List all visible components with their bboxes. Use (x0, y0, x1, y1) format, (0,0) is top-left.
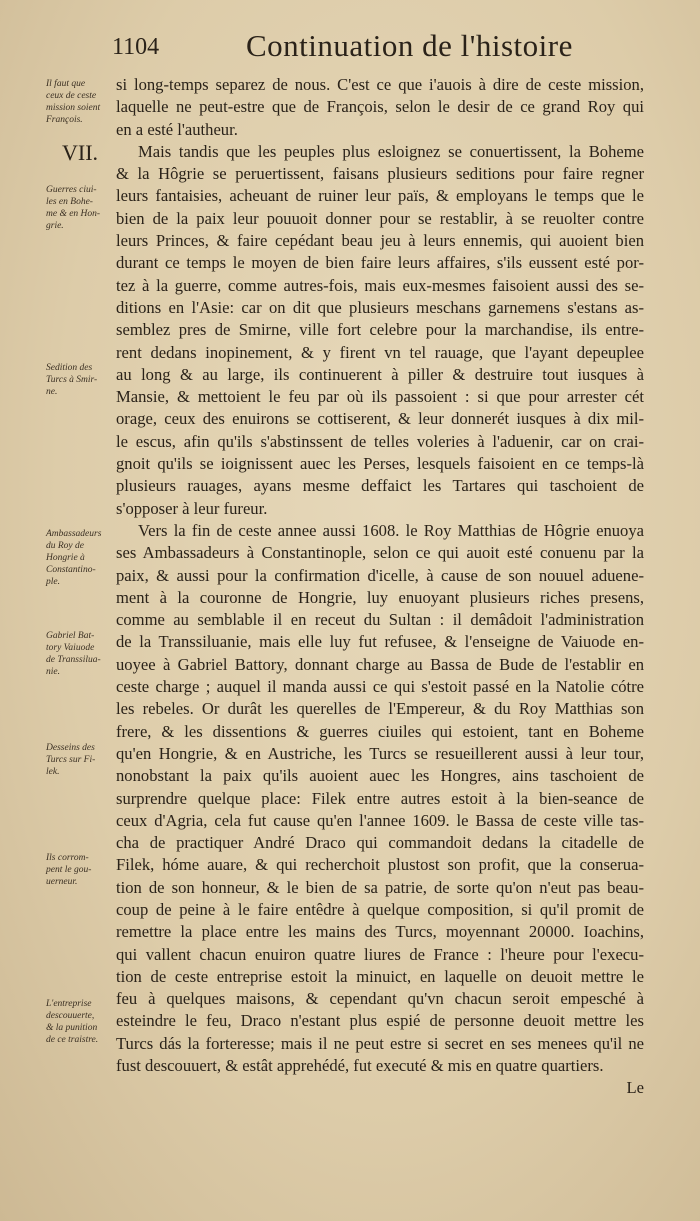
text-line: durant ce temps le moyen de bien faire leurs affaires, s'ils eussent esté por- (116, 253, 644, 273)
text-line: ditions en l'Asie: car on dit que plusieurs meschans garnemens s'estans as- (116, 297, 644, 317)
text-line: ses Ambassadeurs à Constantinople, selon ce qui auoit esté conuenu par la (116, 543, 644, 563)
text-line: feu à quelques maisons, & cependant qu'vn chacun seroit empesché à (116, 989, 644, 1009)
text-line: Filek, hóme auare, & qui recherchoit plustost son profit, que la conserua- (116, 855, 644, 875)
running-title: Continuation de l'histoire (246, 28, 573, 63)
text-line: ceux d'Agria, cela fut cause qu'en l'annee 1609. le Bassa de ceste ville tas- (116, 810, 644, 830)
text-line: leurs Princes, & faire cepédant beau jeu à leurs ennemis, qui auoient bien (116, 231, 644, 251)
text-line: orage, ceux des enuirons se cottiserent, & leur donnerét iusques à dix mil- (116, 409, 644, 429)
margin-note-4: Ambassadeurs du Roy de Hongrie à Constantino- ple. (46, 529, 102, 587)
text-line: laquelle ne peut-estre que de François, selon le desir de ce grand Roy qui (116, 97, 644, 117)
text-line: qu'en Hongrie, & en Austriche, les Turcs se resueillerent aussi à leur tour, (116, 743, 644, 763)
text-line: le escus, afin qu'ils s'abstinssent de telles voleries à l'aduenir, car on crai- (116, 431, 644, 451)
text-line: paix, & aussi pour la confirmation d'icelle, à cause de son nouuel aduene- (116, 565, 644, 585)
text-line: surprendre quelque place: Filek entre autres estoit à la bien-seance de (116, 788, 644, 808)
page-header (0, 28, 700, 74)
text-line: si long-temps separez de nous. C'est ce que i'auois à dire de ceste mission, (116, 75, 644, 94)
text-line: tion de ceste entreprise estoit la minuict, en laquelle on deuoit mettre le (116, 966, 644, 986)
margin-note-3: Sedition des Turcs à Smir- ne. (46, 363, 98, 397)
text-line: tez à la guerre, comme autres-fois, mais eux-mesmes faisoient aussi des se- (116, 275, 644, 295)
text-line: en a esté l'autheur. (116, 119, 238, 139)
text-line: comme au semblable il en receut du Sultan : il demâdoit l'administration (116, 610, 644, 630)
folio-number: 1104 (112, 34, 160, 60)
text-line: au long & au large, ils continuerent à piller & destruire tout iusques à (116, 364, 644, 384)
margin-note-8: L'entreprise descouuerte, & la punition de ce traistre. (46, 999, 99, 1045)
margin-note-6: Desseins des Turcs sur Fi- lek. (46, 743, 96, 777)
text-line: les rebeles. Or durât les querelles de l'Empereur, & du Roy Matthias son (116, 699, 644, 719)
text-line: qui vallent chacun enuiron quatre liures de France : l'heure pour l'execu- (116, 944, 644, 964)
text-line: gnoit qu'ils se ioignissent auec les Perses, lesquels faisoient en ce temps-là (116, 454, 644, 474)
text-line: rent dedans inopinement, & y firent vn tel rauage, que l'ayant depeuplee (116, 342, 644, 362)
text-line: nonobstant la paix qu'ils auoient auec les Hongres, ains taschoient de (116, 766, 644, 786)
text-line: bien de la paix leur pouuoit donner pour se restablir, à se reuolter contre (116, 208, 644, 228)
text-line: Vers la fin de ceste annee aussi 1608. le Roy Matthias de Hôgrie enuoya (138, 520, 644, 540)
margin-note-5: Gabriel Bat- tory Vaiuode de Transsilua- nie. (46, 631, 101, 677)
text-line: esteindre le feu, Draco n'estant plus espié de personne deuoit mettre les (116, 1011, 644, 1031)
section-number: VII. (62, 140, 99, 165)
margin-note-7: Ils corrom- pent le gou- uerneur. (46, 853, 92, 887)
text-line: de la Transsiluanie, mais elle luy fut refusee, & l'enseigne de Vaiuode en- (116, 632, 644, 652)
margin-note-2: Guerres ciui- les en Bohe- me & en Hon- grie. (46, 185, 101, 231)
text-line: uoyee à Gabriel Battory, donnant charge au Bassa de Bude de l'establir en (116, 654, 644, 674)
body-text (116, 74, 644, 1100)
text-line: Mais tandis que les peuples plus esloignez se conuertissent, la Boheme (138, 141, 644, 161)
text-line: Turcs dás la forteresse; mais il ne peut estre si secret en ses menees qu'il ne (116, 1033, 644, 1053)
text-line: remettre la place entre les mains des Turcs, moyennant 20000. Ioachins, (116, 922, 644, 942)
text-line: tion de son honneur, & le bien de sa patrie, de sorte qu'on n'eut pas beau- (116, 877, 644, 897)
text-line: plusieurs rauages, ayans mesme deffaict les Tartares qui taschoient de (116, 476, 644, 496)
text-line: ceste charge ; auquel il manda aussi ce qui s'estoit passé en la Natolie cótre (116, 677, 644, 697)
text-line: Mansie, & mettoient le feu par où ils passoient : si que pour arrester cét (116, 387, 644, 407)
text-line: & la Hôgrie se peruertissent, faisans plusieurs seditions pour faire regner (116, 164, 644, 184)
margin-note-1: Il faut que ceux de ceste mission soient François. (46, 79, 101, 125)
text-line: ment à la couronne de Hongrie, luy enuoyant plusieurs riches presens, (116, 587, 644, 607)
text-line: semblez pres de Smirne, ville fort celebre pour la marchandise, ils entre- (116, 320, 644, 340)
text-line: fust descouuert, & estât apprehédé, fut executé & mis en quatre quartiers. (116, 1056, 604, 1076)
text-line: frere, & les dissentions & guerres ciuiles qui estoient, tant en Boheme (116, 721, 644, 741)
text-line: cha de practiquer André Draco qui commandoit dedans la citadelle de (116, 833, 644, 853)
text-line: s'opposer à leur fureur. (116, 498, 268, 518)
text-line: leurs fantaisies, acheuant de ruiner leur païs, & employans le temps que le (116, 186, 644, 206)
text-line: coup de peine à le faire entêdre à quelque composition, si qu'il promit de (116, 899, 644, 919)
catchword: Le (626, 1078, 644, 1098)
